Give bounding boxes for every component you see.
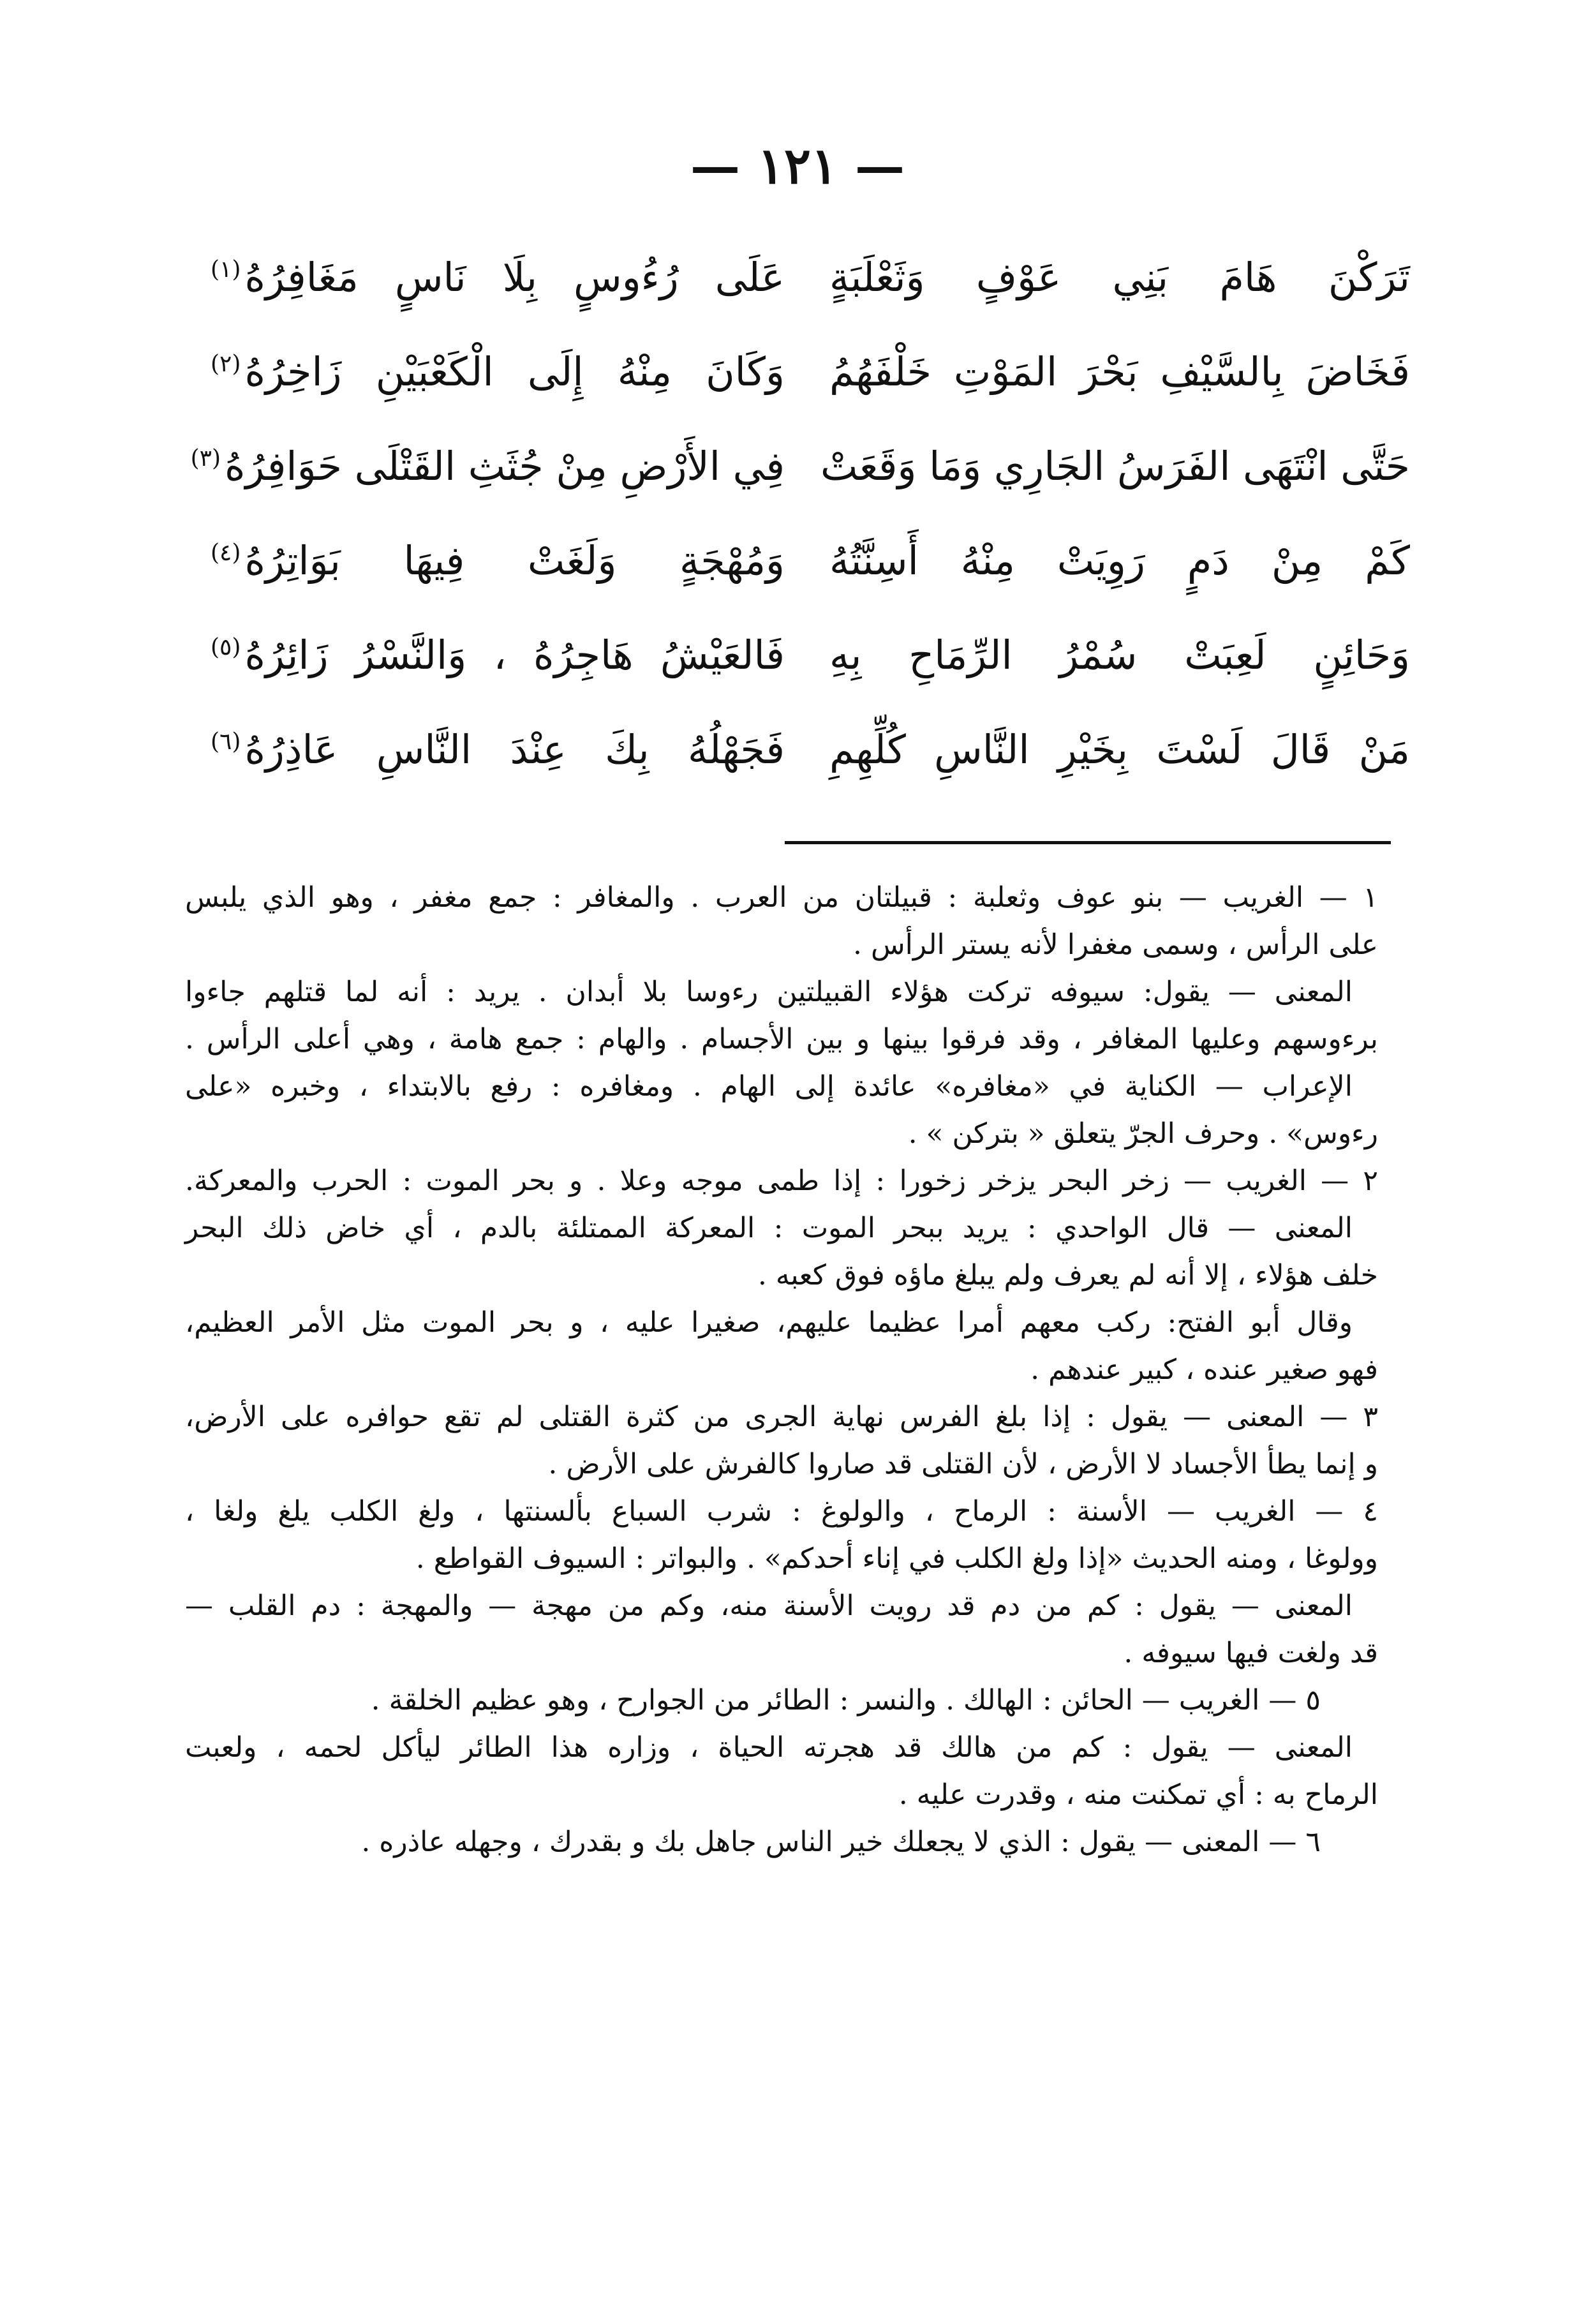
verse-second-hemistich	[211, 537, 785, 584]
verse-second-hemistich	[211, 348, 785, 395]
verse-line	[211, 607, 1410, 702]
verse-line	[211, 324, 1410, 419]
page-number: — ١٢١ —	[690, 137, 905, 195]
footnote-line: ٢ — الغريب — زخر البحر يزخر زخورا : إذا طمى موجه وعلا . و بحر الموت : الحرب والمعركة.	[185, 1165, 1378, 1197]
footnote-line: ٤ — الغريب — الأسنة : الرماح ، والولوغ : شرب السباع بألسنتها ، ولغ الكلب يلغ ولغا ،	[185, 1495, 1378, 1528]
footnote-line: وولوغا ، ومنه الحديث «إذا ولغ الكلب في إناء أحدكم» . والبواتر : السيوف القواطع .	[415, 1542, 1378, 1575]
footnote-line: فهو صغير عنده ، كبير عندهم .	[1030, 1353, 1378, 1386]
verse-second-hemistich	[211, 632, 785, 678]
footnote-marker: (٢)	[211, 350, 241, 377]
footnote-line: ٣ — المعنى — يقول : إذا بلغ الفرس نهاية الجرى من كثرة القتلى لم تقع حوافره على الأرض،	[185, 1401, 1378, 1433]
verse-line	[211, 513, 1410, 607]
footnote-line: الرماح به : أي تمكنت منه ، وقدرت عليه .	[898, 1778, 1378, 1811]
footnote-line: وقال أبو الفتح: ركب معهم أمرا عظيما عليهم، صغيرا عليه ، و بحر الموت مثل الأمر العظيم،	[185, 1306, 1353, 1339]
footnote-line: الإعراب — الكناية في «مغافره» عائدة إلى الهام . ومغافره : رفع بالابتداء ، وخبره «على	[185, 1070, 1353, 1103]
verse-first-hemistich: فَخَاضَ بِالسَّيْفِ بَحْرَ المَوْتِ خَلْفَهُمُ	[829, 348, 1410, 395]
footnote-line: برءوسهم وعليها المغافر ، وقد فرقوا بينها و بين الأجسام . والهام : جمع هامة ، وهي أعلى الرأس .	[185, 1023, 1378, 1055]
footnote-line: ٥ — الغريب — الحائن : الهالك . والنسر : الطائر من الجوارح ، وهو عظيم الخلقة .	[371, 1684, 1321, 1717]
footnote-line: رءوس» . وحرف الجرّ يتعلق « بتركن » .	[908, 1117, 1378, 1150]
footnote-marker: (١)	[211, 256, 241, 283]
footnote-line: خلف هؤلاء ، إلا أنه لم يعرف ولم يبلغ ماؤه فوق كعبه .	[757, 1259, 1378, 1292]
verse-first-hemistich: مَنْ قَالَ لَسْتَ بِخَيْرِ النَّاسِ كُلِّهِمِ	[829, 726, 1410, 773]
section-divider	[785, 841, 1391, 844]
footnote-line: ١ — الغريب — بنو عوف وثعلبة : قبيلتان من العرب . والمغافر : جمع مغفر ، وهو الذي يلبس	[185, 881, 1378, 914]
footnote-marker: (٤)	[211, 539, 241, 566]
footnote-line: و إنما يطأ الأجساد لا الأرض ، لأن القتلى قد صاروا كالفرش على الأرض .	[548, 1448, 1378, 1480]
footnote-line: المعنى — يقول: سيوفه تركت هؤلاء القبيلتين رءوسا بلا أبدان . يريد : أنه لما قتلهم جاءوا	[185, 976, 1353, 1008]
verse-second-text: عَلَى رُءُوسٍ بِلَا نَاسٍ مَغَافِرُهُ	[244, 253, 785, 301]
verse-line	[190, 419, 1410, 513]
footnote-line: المعنى — يقول : كم من دم قد رويت الأسنة منه، وكم من مهجة — والمهجة : دم القلب —	[185, 1590, 1353, 1622]
verse-second-text: وَمُهْجَةٍ وَلَغَتْ فِيهَا بَوَاتِرُهُ	[244, 537, 785, 584]
verse-first-hemistich: وَحَائِنٍ لَعِبَتْ سُمْرُ الرِّمَاحِ بِهِ	[829, 631, 1410, 678]
verse-first-hemistich: تَرَكْنَ هَامَ بَنِي عَوْفٍ وَثَعْلَبَةٍ	[829, 253, 1410, 301]
footnote-marker: (٣)	[190, 445, 221, 472]
verse-second-text: فِي الأَرْضِ مِنْ جُثَثِ القَتْلَى حَوَافِرُهُ	[225, 442, 785, 489]
verse-second-hemistich	[211, 254, 785, 301]
footnote-line: المعنى — يقول : كم من هالك قد هجرته الحياة ، وزاره هذا الطائر ليأكل لحمه ، ولعبت	[185, 1731, 1353, 1764]
footnote-marker: (٦)	[211, 728, 241, 755]
verse-line	[211, 230, 1410, 324]
footnote-marker: (٥)	[211, 634, 241, 660]
verse-first-hemistich: حَتَّى انْتَهَى الفَرَسُ الجَارِي وَمَا وَقَعَتْ	[820, 442, 1410, 489]
footnote-line: على الرأس ، وسمى مغفرا لأنه يستر الرأس .	[852, 928, 1378, 961]
footnote-line: قد ولغت فيها سيوفه .	[1124, 1637, 1378, 1669]
verse-second-text: فَجَهْلُهُ بِكَ عِنْدَ النَّاسِ عَاذِرُهُ	[244, 726, 785, 773]
verse-second-text: فَالعَيْشُ هَاجِرُهُ ، وَالنَّسْرُ زَائِرُهُ	[244, 631, 785, 678]
footnotes	[185, 874, 1378, 1866]
verse-first-hemistich: كَمْ مِنْ دَمٍ رَوِيَتْ مِنْهُ أَسِنَّتُهُ	[829, 537, 1410, 584]
footnote-line: المعنى — قال الواحدي : يريد ببحر الموت : المعركة الممتلئة بالدم ، أي خاض ذلك البحر	[185, 1212, 1353, 1244]
footnote-line: ٦ — المعنى — يقول : الذي لا يجعلك خير الناس جاهل بك و بقدرك ، وجهله عاذره .	[361, 1826, 1321, 1858]
verse-second-hemistich	[211, 726, 785, 773]
verse-second-hemistich	[190, 442, 785, 489]
verse-line	[211, 702, 1410, 796]
poem-verses	[190, 230, 1410, 796]
verse-second-text: وَكَانَ مِنْهُ إِلَى الْكَعْبَيْنِ زَاخِرُهُ	[244, 348, 785, 395]
